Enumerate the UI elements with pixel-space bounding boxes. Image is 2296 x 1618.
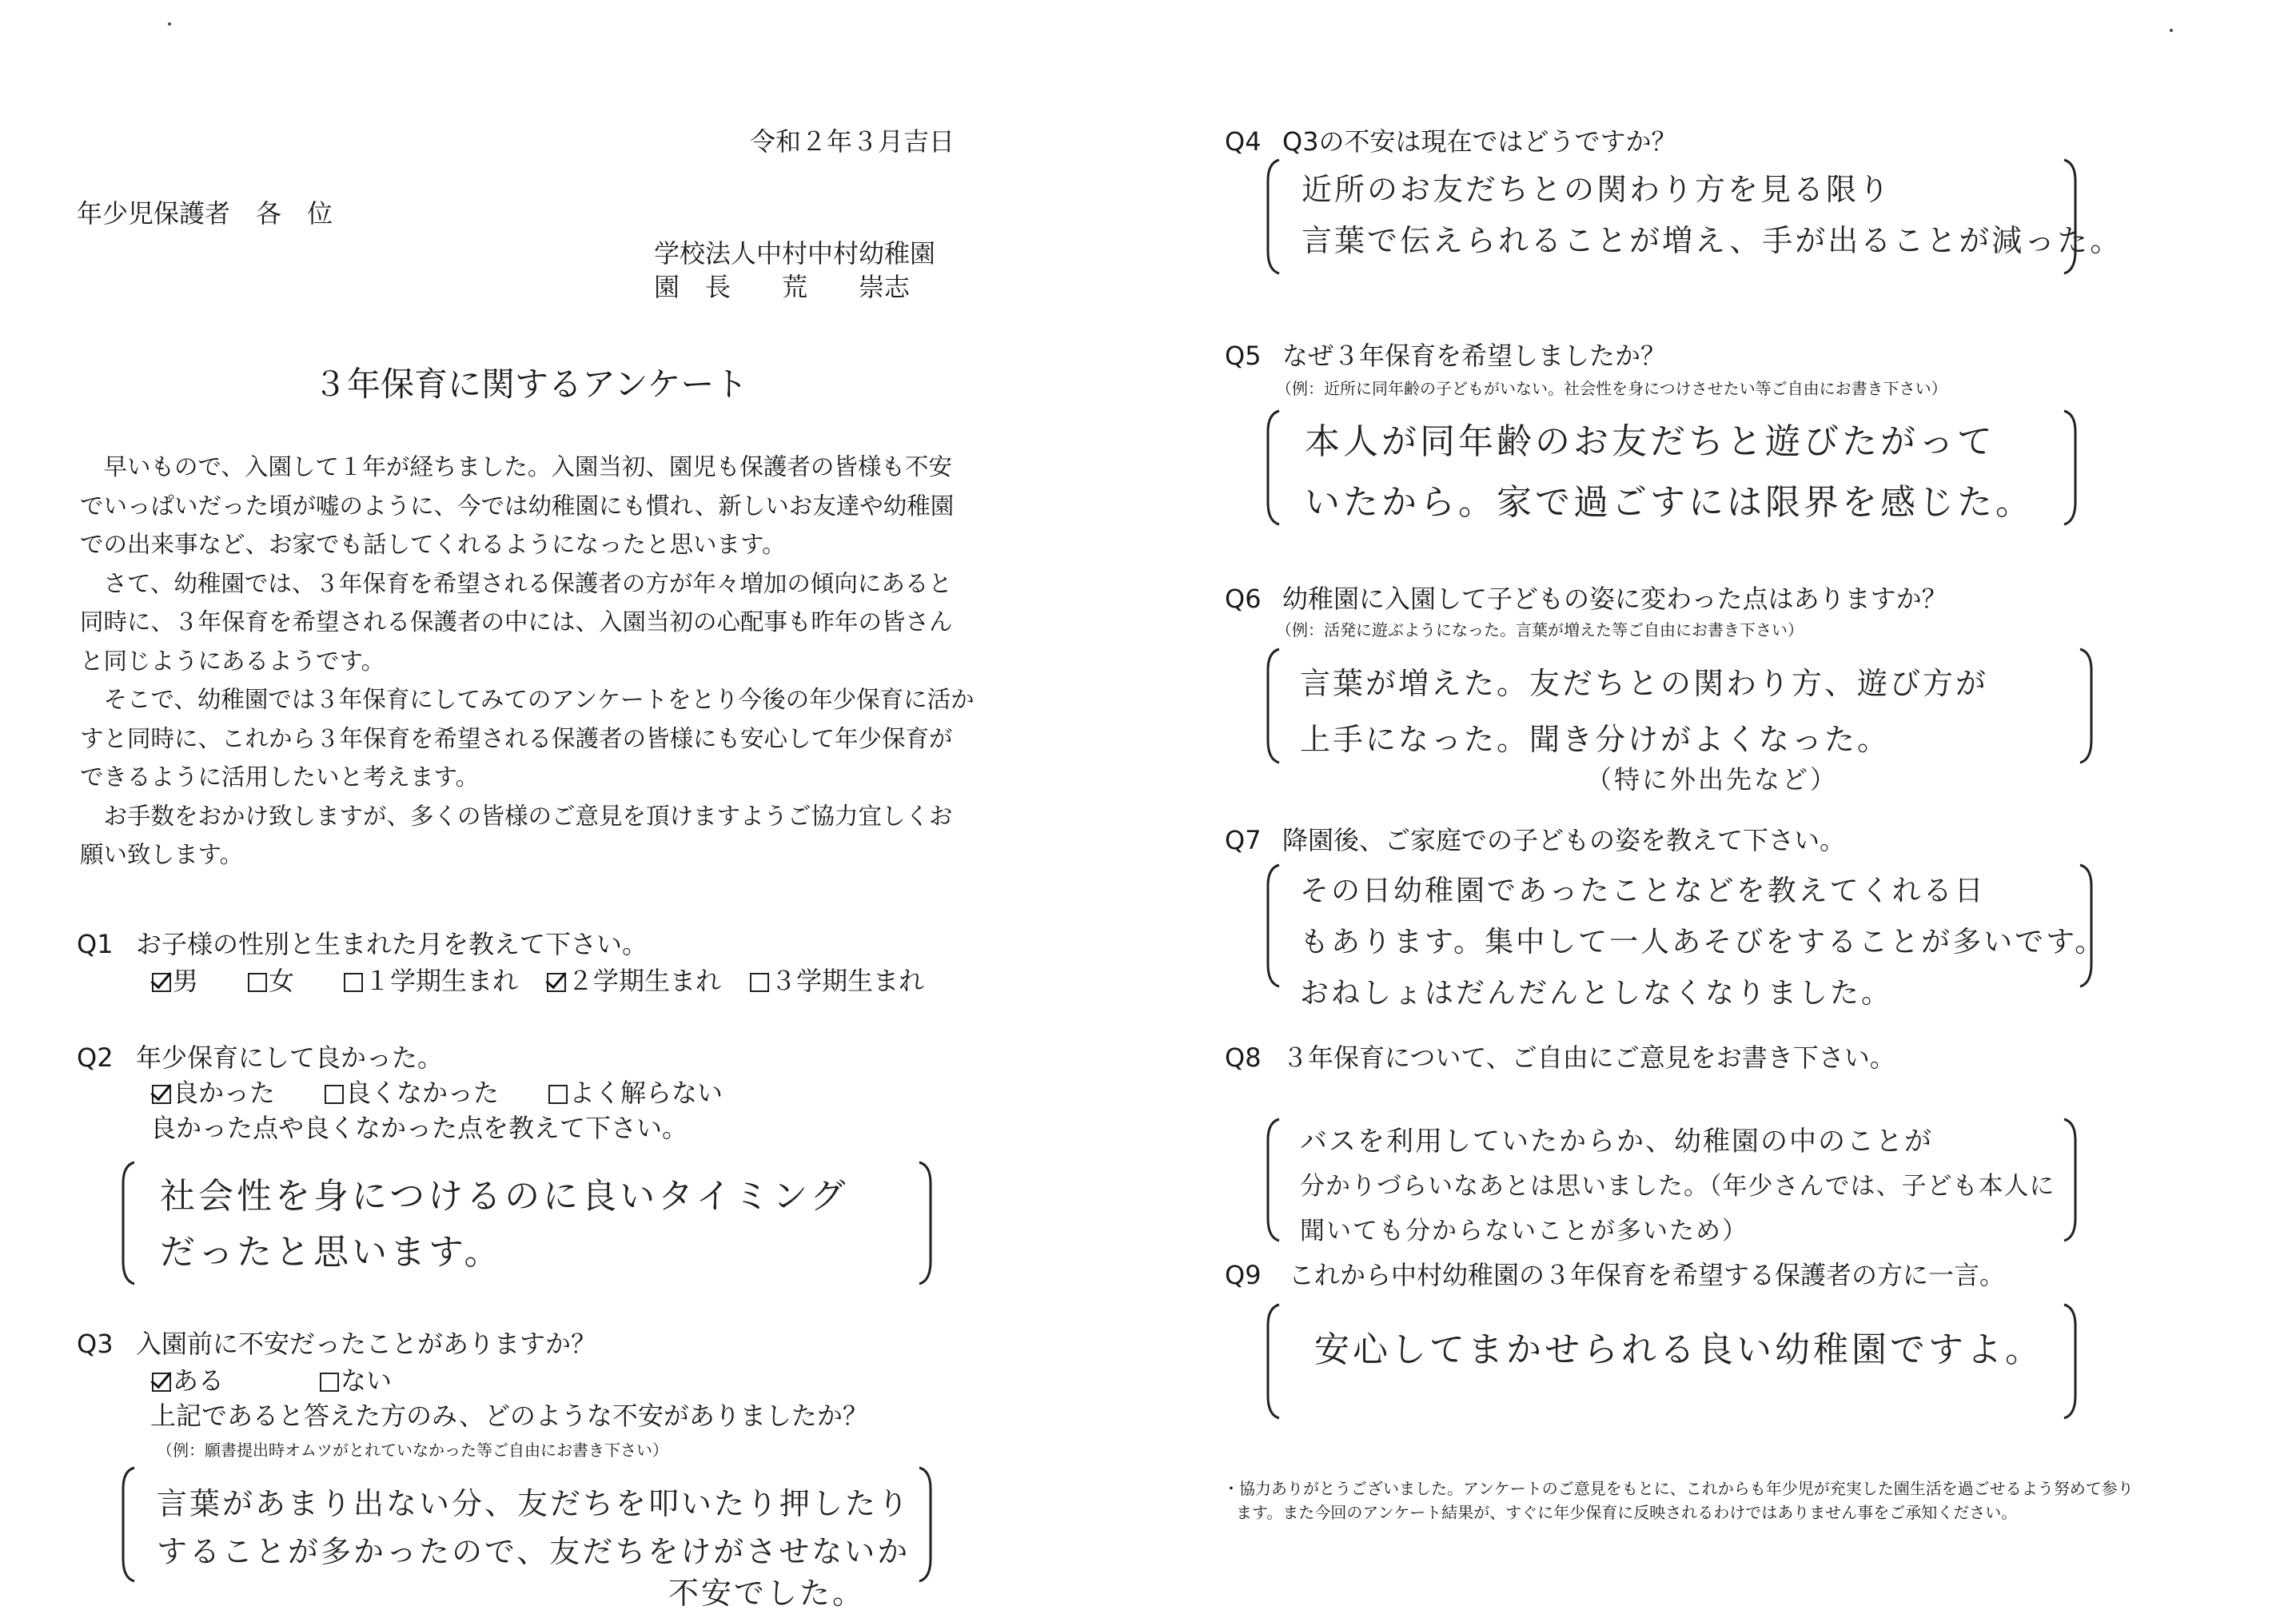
q3-answer-line: 不安でした。 [668,1576,866,1611]
q7-number: Q7 [1225,825,1262,855]
intro-paragraph: 早いもので、入園して１年が経ちました。入園当初、園児も保護者の皆様も不安でいっぱいだった頃が嘘のように、今では幼稚園にも慣れ、新しいお友達や幼稚園での出来事など、お家でも話してくれるようになったと思います。 [80,453,955,558]
q8-answer-line: 聞いても分からないことが多いため） [1300,1217,1748,1245]
q3-answer-line: することが多かったので、友だちをけがさせないか [157,1534,911,1569]
checkbox-checked-icon[interactable] [152,1085,171,1104]
page-title: ３年保育に関するアンケート [313,365,748,404]
q7-answer-line: もあります。集中して一人あそびをすることが多いです。 [1300,926,2107,958]
q1-question: お子様の性別と生まれた月を教えて下さい。 [136,929,648,959]
checkbox-icon[interactable] [750,973,769,992]
q2-question: 年少保育にして良かった。 [136,1042,444,1073]
q2-option-unsure[interactable]: よく解らない [548,1078,723,1108]
intro-paragraph: そこで、幼稚園では３年保育にしてみてのアンケートをとり今後の年少保育に活かすと同時に、これから３年保育を希望される保護者の皆様にも安心して年少保育ができるように活用したいと考えます。 [80,686,975,791]
q3-options [152,1365,392,1396]
q5-number: Q5 [1225,341,1262,371]
q3-subquestion: 上記であると答えた方のみ、どのような不安がありましたか？ [150,1401,868,1431]
q4-question: Q3の不安は現在ではどうですか？ [1282,126,1677,157]
q8-answer-line: バスを利用していたからか、幼稚園の中のことが [1300,1126,1933,1158]
q3-example: （例：願書提出時オムツがとれていなかった等ご自由にお書き下さい） [157,1441,668,1460]
q6-answer-note: （特に外出先など） [1586,764,1839,795]
checkbox-icon[interactable] [325,1085,344,1104]
q2-answer-line: 社会性を身につけるのに良いタイミング [160,1176,849,1217]
q1-option-term2[interactable]: ２学期生まれ [547,966,721,996]
q9-question: これから中村幼稚園の３年保育を希望する保護者の方に一言。 [1289,1260,2006,1290]
q9-answer-line: 安心してまかせられる良い幼稚園ですよ。 [1314,1329,2043,1370]
q9-number: Q9 [1225,1260,1262,1290]
q6-answer-line: 言葉が増えた。友だちとの関わり方、遊び方が [1300,666,1989,701]
q2-option-not-good[interactable]: 良くなかった [325,1078,499,1108]
checkbox-icon[interactable] [320,1373,339,1392]
checkbox-icon[interactable] [548,1085,568,1104]
q3-answer-line: 言葉があまり出ない分、友だちを叩いたり押したり [157,1486,911,1521]
q1-option-term3[interactable]: ３学期生まれ [750,966,924,996]
q7-answer-line: おねしょはだんだんとしなくなりました。 [1300,977,1893,1010]
q1-option-term1[interactable]: １学期生まれ [344,966,518,996]
checkbox-checked-icon[interactable] [547,973,566,992]
q5-answer-line: いたから。家で過ごすには限界を感じた。 [1305,482,2034,523]
sender-name: 園 長 荒 崇志 [654,272,911,302]
intro-paragraph: お手数をおかけ致しますが、多くの皆様のご意見を頂けますようご協力宜しくお願い致します。 [80,802,953,868]
q2-subquestion: 良かった点や良くなかった点を教えて下さい。 [150,1113,688,1143]
q1-options [152,966,924,996]
q8-question: ３年保育について、ご自由にご意見をお書き下さい。 [1282,1042,1895,1073]
q5-example: （例：近所に同年齢の子どもがいない。社会性を身につけさせたい等ご自由にお書き下さい） [1276,379,1947,398]
q7-answer-line: その日幼稚園であったことなどを教えてくれる日 [1300,875,1986,907]
q4-number: Q4 [1225,126,1262,157]
q6-question: 幼稚園に入園して子どもの姿に変わった点はありますか？ [1282,584,1947,614]
q6-answer-line: 上手になった。聞き分けがよくなった。 [1300,722,1891,757]
q2-number: Q2 [77,1042,114,1073]
q5-answer-line: 本人が同年齢のお友だちと遊びたがって [1305,421,1995,462]
checkbox-icon[interactable] [248,973,267,992]
recipient-line: 年少児保護者 各 位 [77,198,333,229]
scan-speck [2170,29,2173,32]
q1-option-male[interactable]: 男 [152,966,198,996]
scan-speck [168,22,171,26]
q3-option-yes[interactable]: ある [152,1365,224,1396]
intro-paragraph: さて、幼稚園では、３年保育を希望される保護者の方が年々増加の傾向にあると同時に、３年保育を希望される保護者の中には、入園当初の心配事も昨年の皆さんと同じようにあるようです。 [80,569,953,675]
q2-option-good[interactable]: 良かった [152,1078,275,1108]
intro-text [80,448,975,875]
document-date: 令和２年３月吉日 [750,126,955,157]
footer-note-line: ます。また今回のアンケート結果が、すぐに年少保育に反映されるわけではありません事をご承知ください。 [1236,1503,2018,1522]
checkbox-checked-icon[interactable] [152,973,171,992]
q5-question: なぜ３年保育を希望しましたか？ [1282,341,1667,371]
q2-options [152,1078,723,1108]
checkbox-icon[interactable] [344,973,363,992]
q3-number: Q3 [77,1329,114,1359]
sender-organization: 学校法人中村中村幼稚園 [654,238,936,269]
q3-question: 入園前に不安だったことがありますか？ [136,1329,597,1359]
footer-note-line: ・協力ありがとうございました。アンケートのご意見をもとに、これからも年少児が充実した園生活を過ごせるよう努めて参り [1223,1479,2134,1498]
q6-number: Q6 [1225,584,1262,614]
q7-question: 降園後、ご家庭での子どもの姿を教えて下さい。 [1282,825,1846,855]
q8-answer-line: 分かりづらいなあとは思いました。（年少さんでは、子ども本人に [1300,1172,2055,1201]
q4-answer-line: 言葉で伝えられることが増え、手が出ることが減った。 [1301,223,2123,258]
q1-option-female[interactable]: 女 [248,966,294,996]
q1-number: Q1 [77,929,114,959]
q2-answer-line: だったと思います。 [160,1232,503,1273]
q6-example: （例：活発に遊ぶようになった。言葉が増えた等ご自由にお書き下さい） [1276,620,1804,640]
q8-number: Q8 [1225,1042,1262,1073]
q4-answer-line: 近所のお友だちとの関わり方を見る限り [1301,172,1892,207]
q3-option-no[interactable]: ない [320,1365,392,1396]
checkbox-checked-icon[interactable] [152,1373,171,1392]
